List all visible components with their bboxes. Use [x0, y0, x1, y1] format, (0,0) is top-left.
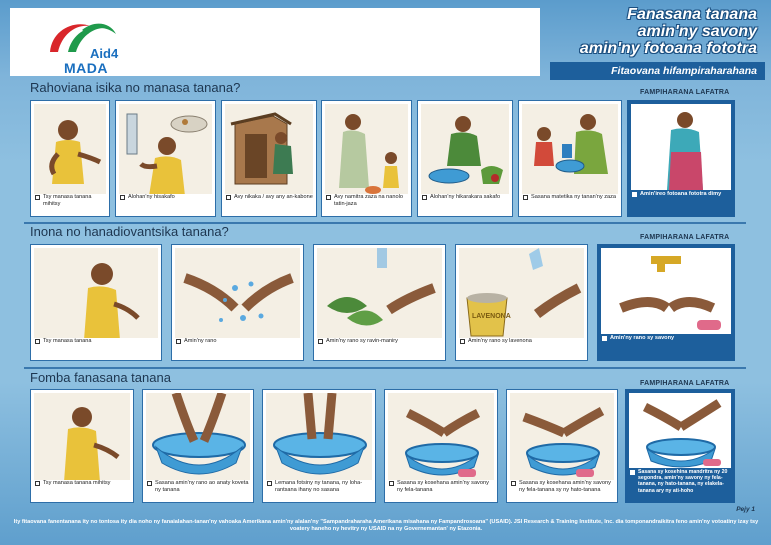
section-3-panel-4	[384, 389, 498, 503]
section-1-panel-2	[115, 100, 216, 217]
panel-caption: Alohan'ny hisakafo	[128, 194, 175, 200]
title-line-3: amin'ny fotoana fototra	[579, 40, 757, 57]
panel-caption: Alohan'ny hikarakara sakafo	[430, 194, 501, 200]
panel-caption: Tsy manasa tanana	[43, 338, 92, 344]
checkbox-icon[interactable]	[523, 195, 528, 200]
section-3-panel-5	[506, 389, 618, 503]
checkbox-icon[interactable]	[422, 195, 427, 200]
checkbox-icon[interactable]	[318, 339, 323, 344]
section-2-best-practice-header: FAMPIHARANA LAFATRA	[640, 234, 730, 241]
woman-preparing-food-image	[421, 104, 509, 194]
section-1-best-practice-header: FAMPIHARANA LAFATRA	[640, 89, 730, 96]
section-1-panel-1	[30, 100, 110, 217]
water-and-ash-image	[459, 248, 584, 338]
checkbox-icon[interactable]	[120, 195, 125, 200]
checkbox-icon[interactable]	[267, 481, 272, 486]
panel-caption: Sasana amin'ny rano ao anaty koveta ny tanana	[155, 480, 249, 493]
panel-caption: Sasana sy kosehana amin'ny savony ny fela-tanana sy ny hato-tanana	[519, 480, 611, 493]
man-not-washing-image	[34, 104, 106, 194]
section-2-panel-1	[30, 244, 162, 361]
lavenona-label: LAVENONA	[472, 313, 511, 320]
man-hands-dirty-image	[34, 393, 130, 480]
section-2-panel-2	[171, 244, 304, 361]
panel-caption: Avy namitra zaza na nanolo tatin-jaza	[334, 194, 403, 207]
washing-before-eating-image	[119, 104, 212, 194]
section-2-panel-3	[313, 244, 446, 361]
full-handwash-image	[629, 393, 731, 468]
section-divider	[24, 367, 746, 369]
checkbox-icon[interactable]	[389, 481, 394, 486]
title-line-2: amin'ny savony	[637, 23, 757, 40]
logo-text-mada: MADA	[64, 60, 108, 76]
checkbox-icon[interactable]	[35, 481, 40, 486]
page-number: Pejy 1	[736, 506, 755, 513]
mother-with-child-image	[325, 104, 408, 194]
scrubbing-palms-image	[388, 393, 494, 480]
panel-caption: Tsy manasa tanana mihitsy	[43, 194, 92, 207]
section-3-panel-1	[30, 389, 134, 503]
panel-caption: Sasana sy kosehana amin'ny savony ny fela-tanana	[397, 480, 489, 493]
checkbox-icon[interactable]	[226, 195, 231, 200]
panel-caption: Avy nikaka / avy any an-kabone	[234, 194, 313, 200]
poster-title	[580, 6, 757, 57]
section-1-title: Rahoviana isika no manasa tanana?	[30, 80, 241, 95]
checkbox-icon[interactable]	[630, 470, 635, 475]
panel-caption: Amin'ny rano sy ravin-maniry	[326, 338, 398, 344]
fingertips-only-image	[266, 393, 372, 480]
section-3-panel-3	[262, 389, 376, 503]
checkbox-icon[interactable]	[632, 192, 637, 197]
checkbox-icon[interactable]	[602, 336, 607, 341]
panel-caption: Lemana fotsiny ny tanana, ny loha-rantsana ihany no sasana	[275, 480, 363, 493]
section-1-panel-5	[417, 100, 513, 217]
section-1-panel-4	[321, 100, 412, 217]
panel-caption: Sasana sy kosehina mandritra ny 20 segondra, amin'ny savony ny fela-tanana, ny hato-tanana, ny elakela-tanana ary ny ati-hoho	[638, 469, 728, 494]
section-3-best-practice-header: FAMPIHARANA LAFATRA	[640, 380, 730, 387]
panel-caption: Amin'ny rano sy lavenona	[468, 338, 532, 344]
section-2-best-practice-panel	[597, 244, 735, 361]
section-1-panel-3	[221, 100, 317, 217]
section-3-best-practice-panel	[625, 389, 735, 503]
section-3-title: Fomba fanasana tanana	[30, 370, 171, 385]
title-line-1: Fanasana tanana	[627, 6, 757, 23]
water-and-leaves-image	[317, 248, 442, 338]
header-logo-area	[10, 8, 540, 76]
checkbox-icon[interactable]	[147, 481, 152, 486]
panel-caption: Tsy manasa tanana mihitsy	[43, 480, 111, 486]
checkbox-icon[interactable]	[511, 481, 516, 486]
section-3-panel-2	[142, 389, 254, 503]
boy-not-washing-image	[34, 248, 158, 338]
checkbox-icon[interactable]	[326, 195, 331, 200]
water-and-soap-image	[601, 248, 731, 334]
panel-caption: Amin'ireo fotoana fototra dimy	[640, 191, 722, 197]
checkbox-icon[interactable]	[35, 339, 40, 344]
section-1-panel-6	[518, 100, 622, 217]
subtitle-bar: Fitaovana hifampiraharahana	[550, 62, 765, 80]
section-2-panel-4	[455, 244, 588, 361]
latrine-image	[225, 104, 313, 194]
panel-caption: Amin'ny rano	[184, 338, 217, 344]
logo-text-aid4: Aid4	[90, 46, 119, 61]
checkbox-icon[interactable]	[176, 339, 181, 344]
checkbox-icon[interactable]	[460, 339, 465, 344]
washing-childs-hands-image	[522, 104, 618, 194]
hands-in-basin-image	[146, 393, 250, 480]
woman-five-times-image	[631, 104, 731, 190]
section-1-best-practice-panel	[627, 100, 735, 217]
section-2-title: Inona no hanadiovantsika tanana?	[30, 224, 229, 239]
checkbox-icon[interactable]	[35, 195, 40, 200]
panel-caption: Sasana matetika ny tanan'ny zaza	[531, 194, 617, 200]
footer-disclaimer: Ity fitaovana fanentanana ity no tontosa ity dia noho ny fanaialahan-tanan'ny vahoaka Amerikana amin'ny alalan'ny "Sampandraharaha Amerikana misahana ny Fampandrosoana" (USAID). JSI Research & Training Institute, Inc. dia tomponandraikitra feno amin'ny votoatiny izay tsy voatery haneho ny hevitry ny USAID na ny Governemantan' ny Etazonia.	[13, 519, 759, 532]
scrubbing-palms-backs-image	[510, 393, 614, 480]
water-only-image	[175, 248, 300, 338]
panel-caption: Amin'ny rano sy savony	[610, 335, 675, 341]
